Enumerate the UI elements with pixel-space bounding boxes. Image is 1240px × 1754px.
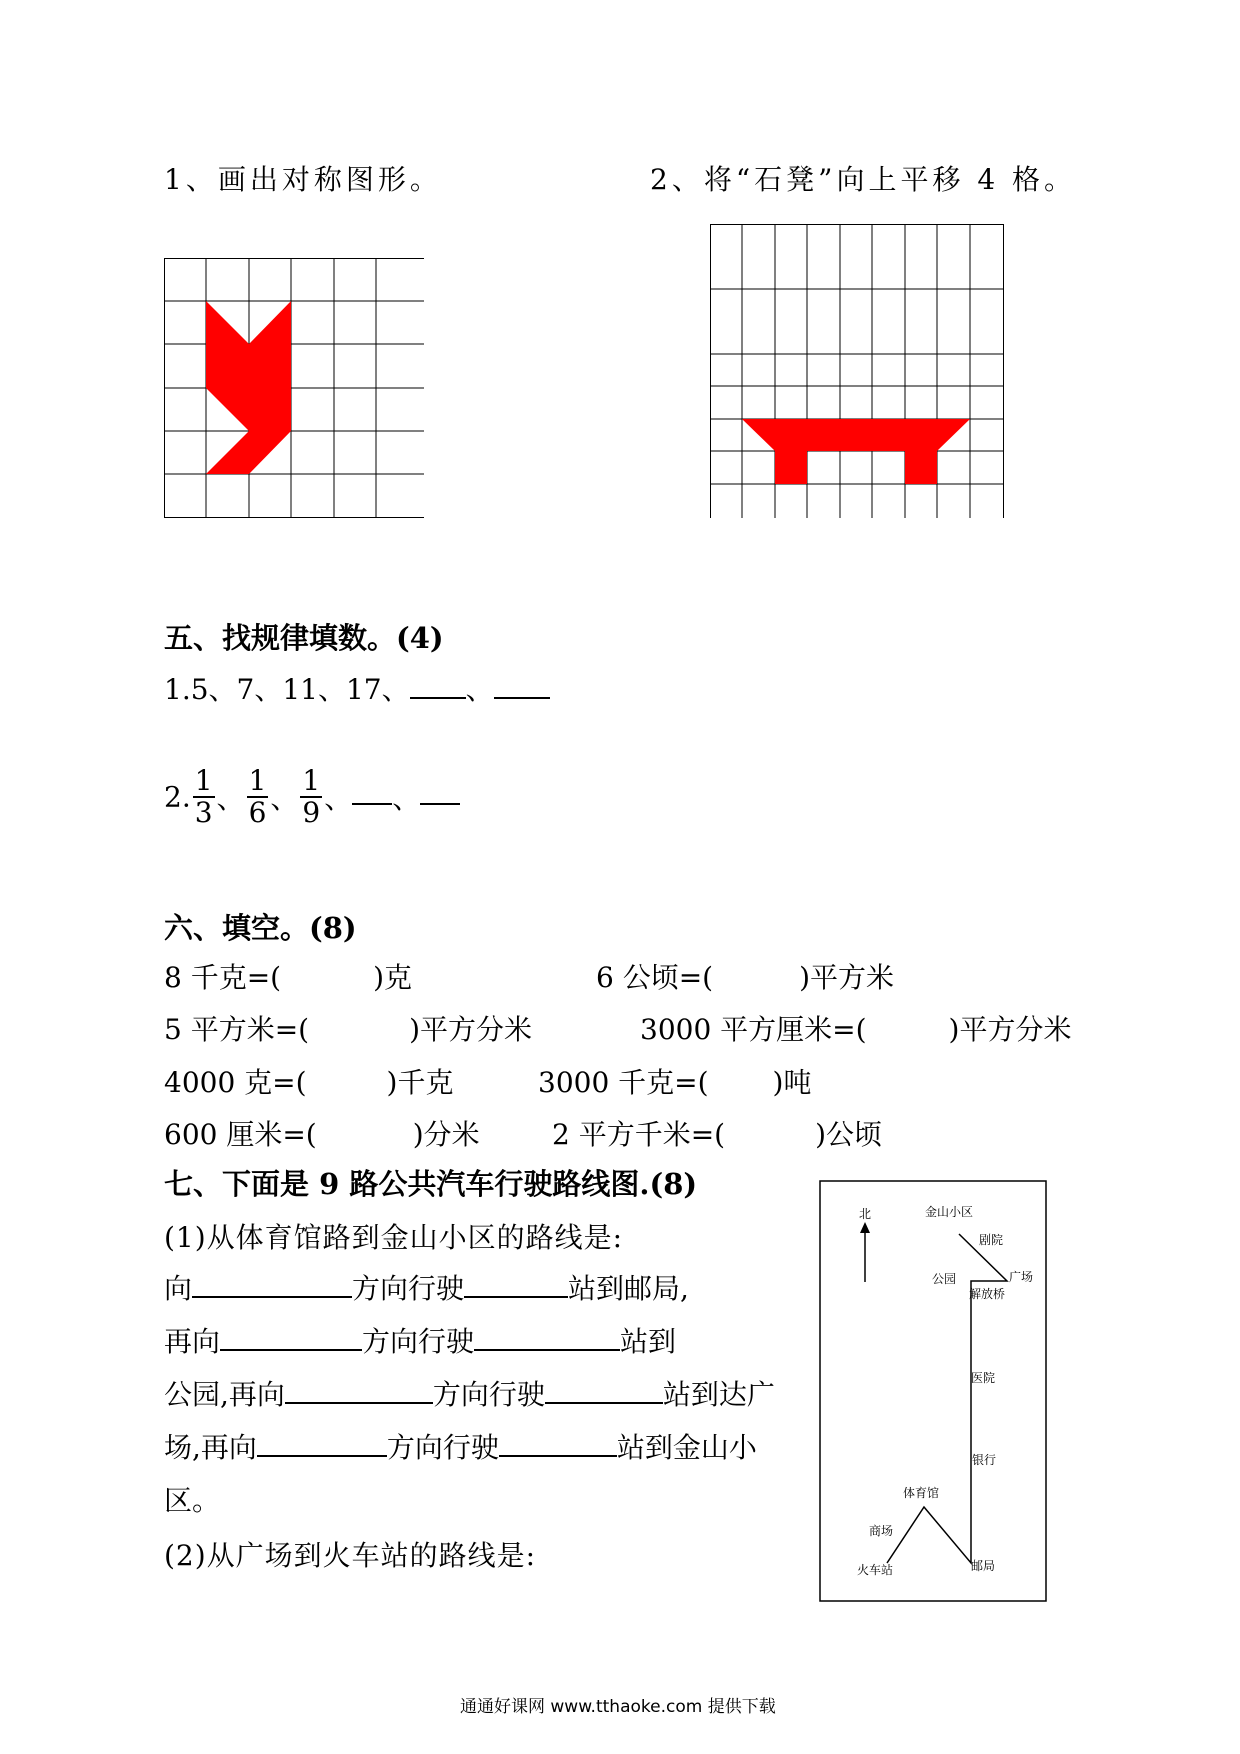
fraction-1-3: $\frac{1}{3}$	[194, 764, 213, 829]
question-7-2: (2)从广场到火车站的路线是:	[164, 1539, 537, 1572]
stop-guangchang: 广场	[1009, 1270, 1034, 1284]
sequence-2	[164, 766, 460, 828]
route-line-5: 区。	[164, 1484, 221, 1517]
separator: 、	[465, 673, 494, 706]
question-7-1: (1)从体育馆路到金山小区的路线是:	[164, 1221, 624, 1254]
translation-grid-lines	[710, 224, 1004, 518]
answer-blank[interactable]	[499, 1429, 617, 1457]
symmetry-grid	[164, 258, 426, 520]
separator: 、	[270, 782, 299, 815]
answer-blank[interactable]	[474, 1323, 620, 1351]
north-label: 北	[859, 1207, 872, 1221]
route-line-1: 向 方向行驶 站到邮局,	[164, 1272, 689, 1305]
answer-blank[interactable]	[192, 1270, 352, 1298]
fraction-1-9: $\frac{1}{9}$	[302, 764, 321, 829]
answer-blank[interactable]	[410, 671, 466, 699]
separator: 、	[324, 782, 353, 815]
stop-yiyuan: 医院	[971, 1371, 996, 1385]
route-line-3: 公园,再向 方向行驶 站到达广	[164, 1378, 775, 1411]
answer-blank[interactable]	[545, 1376, 663, 1404]
problem-2-text: 2、将“石凳”向上平移 4 格。	[650, 163, 1077, 196]
answer-blank[interactable]	[494, 671, 550, 699]
fraction-1-6: $\frac{1}{6}$	[248, 764, 267, 829]
map-border	[820, 1181, 1046, 1601]
stop-youju: 邮局	[971, 1559, 996, 1573]
bus-route-map	[819, 1180, 1049, 1604]
stop-yinhang: 银行	[972, 1453, 997, 1467]
separator: 、	[216, 782, 245, 815]
conversion-item: 600 厘米=( )分米	[164, 1118, 480, 1151]
route-line-2: 再向 方向行驶 站到	[164, 1325, 677, 1358]
answer-blank[interactable]	[257, 1429, 387, 1457]
conversion-item: 8 千克=( )克	[164, 961, 413, 994]
stop-jinshan: 金山小区	[925, 1205, 974, 1219]
sequence-1-prefix: 1.5、7、11、17、	[164, 673, 410, 706]
section-6-title: 六、填空。(8)	[164, 911, 357, 945]
route-line-4: 场,再向 方向行驶 站到金山小	[164, 1431, 757, 1464]
separator: 、	[392, 782, 421, 815]
problem-1-text: 1、画出对称图形。	[164, 163, 442, 196]
conversion-item: 3000 千克=( )吨	[538, 1066, 812, 1099]
answer-blank[interactable]	[220, 1323, 362, 1351]
stop-tiyuguan: 体育馆	[903, 1486, 940, 1500]
conversion-item: 6 公顷=( )平方米	[596, 961, 895, 994]
section-5-title: 五、找规律填数。(4)	[164, 621, 444, 655]
stop-gongyuan: 公园	[932, 1272, 957, 1286]
answer-blank[interactable]	[285, 1376, 433, 1404]
section-7-title: 七、下面是 9 路公共汽车行驶路线图.(8)	[164, 1167, 698, 1201]
conversion-item: 2 平方千米=( )公顷	[552, 1118, 883, 1151]
answer-blank[interactable]	[352, 789, 392, 805]
stop-shangchang: 商场	[869, 1524, 894, 1538]
stop-huochezhan: 火车站	[857, 1563, 894, 1577]
footer-text: 通通好课网 www.tthaoke.com 提供下载	[460, 1697, 776, 1717]
translation-grid	[710, 224, 1006, 520]
stop-jiefangqiao: 解放桥	[969, 1287, 1006, 1301]
sequence-2-prefix: 2.	[164, 780, 191, 814]
conversion-item: 3000 平方厘米=( )平方分米	[640, 1013, 1072, 1046]
conversion-item: 5 平方米=( )平方分米	[164, 1013, 533, 1046]
conversion-item: 4000 克=( )千克	[164, 1066, 454, 1099]
symmetry-grid-lines	[164, 258, 424, 518]
sequence-1	[164, 668, 550, 708]
route-answer-lines	[164, 1262, 814, 1527]
answer-blank[interactable]	[420, 789, 460, 805]
answer-blank[interactable]	[464, 1270, 568, 1298]
stop-juyuan: 剧院	[979, 1233, 1004, 1247]
